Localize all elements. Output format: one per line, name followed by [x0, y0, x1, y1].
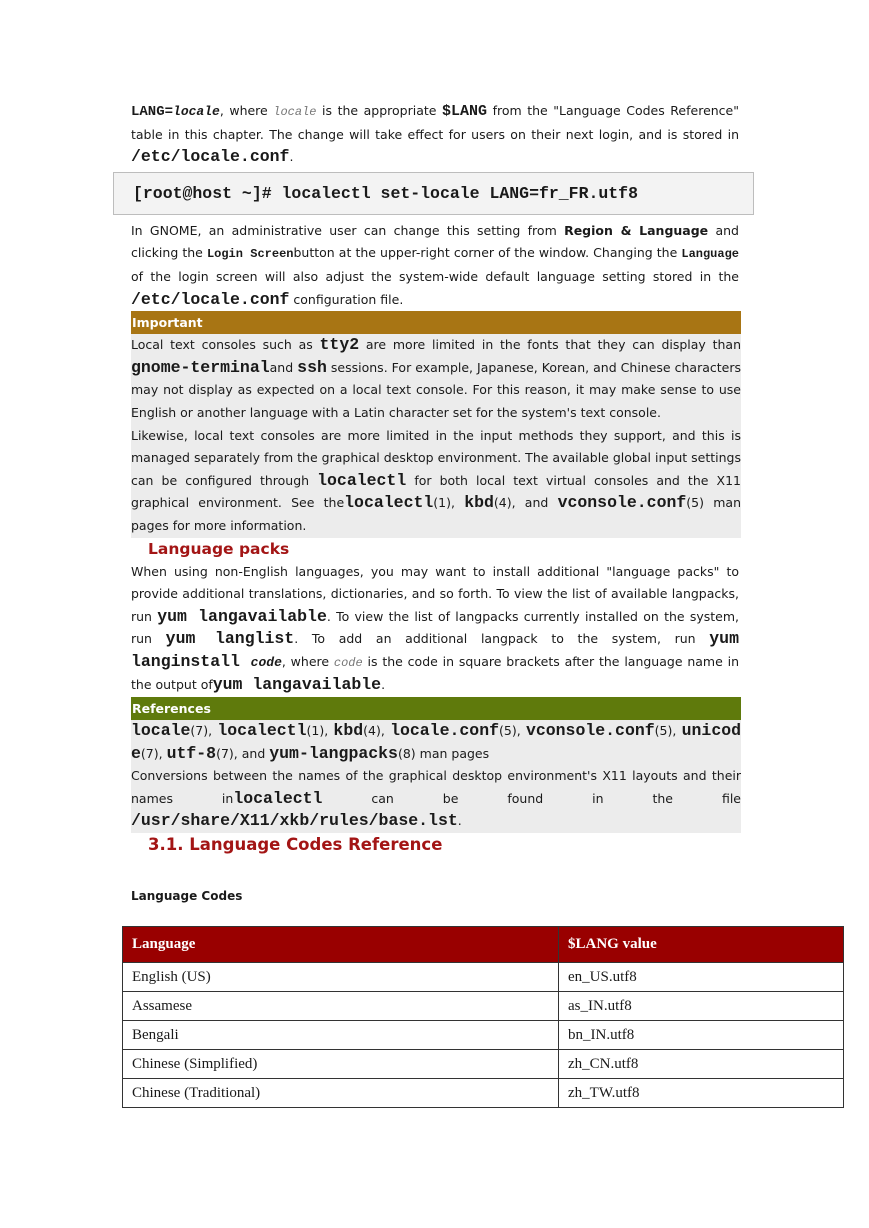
important-note-body	[131, 334, 741, 537]
ref-sep-7: (7), and	[216, 745, 270, 761]
conversion-text-1: Conversions between the names of the graphical desktop environment's X11 layouts and their names in	[131, 768, 741, 806]
locale-word: locale	[273, 105, 317, 119]
yum-langlist-cmd: yum langlist	[165, 629, 295, 649]
lang-prefix: LANG=	[131, 104, 174, 120]
lang-value-cell: zh_CN.utf8	[559, 1050, 844, 1079]
yum-langavailable-cmd-2: yum langavailable	[212, 675, 382, 695]
packs-text-1: When using non-English languages, you may want to install additional "language packs" to provide additional translations, dictionaries, and so forth. To view the list of available langpacks, run	[131, 563, 739, 624]
table-row	[123, 992, 844, 1021]
gnome-paragraph	[131, 220, 739, 311]
language-cell: Bengali	[123, 1021, 559, 1050]
lang-value-cell: zh_TW.utf8	[559, 1079, 844, 1108]
localectl-man-ref: localectl	[344, 493, 434, 513]
localectl-term: localectl	[317, 470, 407, 490]
references-conversion-note	[131, 765, 741, 833]
intro-text-1: , where	[219, 103, 274, 118]
ref-localectl: localectl	[217, 721, 307, 741]
lang-value-cell: bn_IN.utf8	[559, 1021, 844, 1050]
dollar-lang: $LANG	[442, 103, 488, 120]
ref-kbd: kbd	[333, 721, 364, 741]
header-language: Language	[123, 927, 559, 963]
ref-sep-2: (1),	[306, 723, 334, 739]
language-cell: Assamese	[123, 992, 559, 1021]
ref-utf8: utf-8	[166, 743, 217, 763]
intro-text-4: .	[289, 149, 294, 165]
command-text: localectl set-locale LANG=fr_FR.utf8	[271, 184, 638, 203]
important-text-1: Local text consoles such as	[131, 337, 320, 353]
table-row	[123, 1050, 844, 1079]
table-row	[123, 963, 844, 992]
important-paragraph-1	[131, 334, 741, 424]
packs-text-2: . To view the list of langpacks currently installed on the system, run	[131, 608, 739, 647]
language-label: Language	[681, 247, 739, 262]
gnome-text-1: In GNOME, an administrative user can change this setting from	[131, 222, 565, 238]
important-text-4: sessions. For example, Japanese, Korean, and Chinese characters may not display as expected on a local text console. For this reason, it may make sense to use English or another language with a Latin character set for the system's text console.	[131, 359, 741, 420]
important-text-6: for both local text virtual consoles and the X11 graphical environment. See the	[131, 472, 741, 511]
important-text-7: (1),	[433, 495, 465, 511]
table-caption: Language Codes	[131, 889, 243, 903]
gnome-text-2: and clicking the	[131, 222, 739, 261]
important-paragraph-2	[131, 425, 741, 538]
vconsole-man-ref: vconsole.conf	[557, 493, 687, 513]
ref-unicode: unicode	[131, 721, 742, 763]
important-text-5: Likewise, local text consoles are more limited in the input methods they support, and this is managed separately from the graphical desktop environment. The available global input settings can be configured through	[131, 427, 741, 488]
chapter-heading: 3.1. Language Codes Reference	[148, 835, 443, 854]
language-cell: Chinese (Traditional)	[123, 1079, 559, 1108]
intro-text-2: is the appropriate	[316, 103, 443, 118]
conversion-text-3: .	[457, 813, 462, 829]
references-man-pages	[131, 720, 741, 765]
ref-sep-5: (5),	[654, 723, 682, 739]
important-text-3: and	[269, 359, 298, 375]
references-heading: References	[131, 697, 741, 720]
important-text-9: (5) man pages for more information.	[131, 495, 741, 533]
lang-value-cell: as_IN.utf8	[559, 992, 844, 1021]
tty2-term: tty2	[319, 335, 360, 355]
code-word: code	[333, 655, 363, 670]
conversion-localectl: localectl	[233, 788, 323, 808]
language-packs-paragraph	[131, 561, 739, 698]
gnome-terminal-term: gnome-terminal	[131, 357, 270, 377]
ref-sep-8: (8) man pages	[397, 745, 490, 761]
header-lang-value: $LANG value	[559, 927, 844, 963]
ref-sep-1: (7),	[190, 723, 218, 739]
gnome-text-4: of the login screen will also adjust the system-wide default language setting stored in the	[131, 268, 739, 284]
references-note-body	[131, 720, 741, 833]
region-language-label: Region & Language	[564, 222, 709, 238]
language-cell: English (US)	[123, 963, 559, 992]
packs-text-6: .	[381, 677, 386, 693]
conversion-text-2: can be found in the file	[322, 790, 741, 806]
packs-text-5: is the code in square brackets after the language name in the output of	[131, 653, 739, 693]
intro-paragraph	[131, 100, 739, 169]
login-screen-label: Login Screen	[206, 247, 294, 262]
important-heading: Important	[131, 311, 741, 334]
yum-langavailable-cmd: yum langavailable	[157, 606, 327, 626]
lang-var: locale	[173, 104, 220, 119]
ref-vconsole-conf: vconsole.conf	[525, 721, 655, 741]
yum-langinstall-cmd: yum langinstall	[131, 629, 739, 671]
ref-yum-langpacks: yum-langpacks	[269, 743, 398, 763]
packs-text-4: , where	[281, 653, 334, 669]
gnome-text-5: configuration file.	[289, 291, 404, 307]
table-header-row	[123, 927, 844, 963]
table-row	[123, 1079, 844, 1108]
command-example	[113, 172, 754, 215]
shell-prompt: [root@host ~]#	[133, 184, 272, 203]
ref-locale: locale	[131, 721, 191, 741]
ref-locale-conf: locale.conf	[390, 721, 499, 741]
locale-conf-path-2: /etc/locale.conf	[131, 289, 290, 309]
packs-text-3: . To add an additional langpack to the system, run	[294, 631, 710, 647]
table-row	[123, 1021, 844, 1050]
kbd-man-ref: kbd	[464, 493, 494, 513]
lang-value-cell: en_US.utf8	[559, 963, 844, 992]
ref-sep-3: (4),	[363, 723, 391, 739]
important-text-2: are more limited in the fonts that they can display than	[359, 337, 741, 353]
code-argument: code	[250, 654, 282, 670]
ref-sep-4: (5),	[499, 723, 526, 739]
language-packs-heading: Language packs	[148, 539, 290, 558]
language-codes-table	[122, 926, 844, 1108]
ssh-term: ssh	[297, 357, 327, 377]
locale-conf-path: /etc/locale.conf	[131, 147, 290, 167]
intro-text-3: from the "Language Codes Reference" table in this chapter. The change will take effect for users on their next login, and is stored in	[131, 103, 739, 142]
base-lst-path: /usr/share/X11/xkb/rules/base.lst	[131, 811, 458, 831]
language-cell: Chinese (Simplified)	[123, 1050, 559, 1079]
gnome-text-3: button at the upper-right corner of the window. Changing the	[293, 245, 682, 261]
important-text-8: (4), and	[493, 495, 558, 511]
ref-sep-6: (7),	[140, 745, 167, 761]
